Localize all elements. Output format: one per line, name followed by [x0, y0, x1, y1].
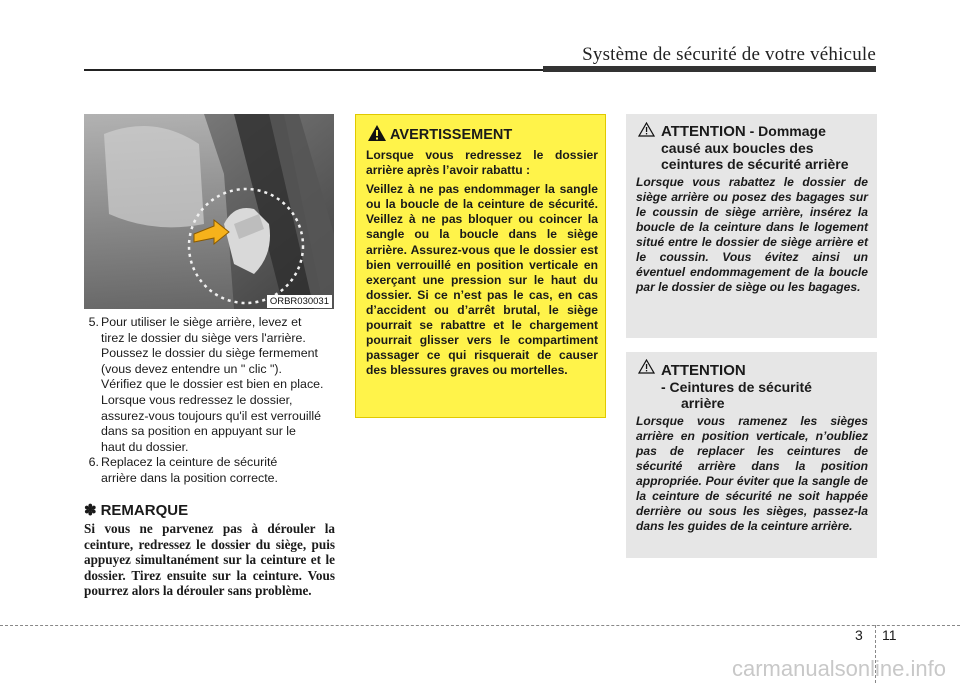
asterisk-icon: ✽	[84, 502, 97, 519]
step-line: Lorsque vous redressez le dossier,	[101, 392, 293, 407]
step-number: 5.	[88, 315, 99, 329]
attention-title	[661, 362, 812, 411]
step-6	[74, 455, 336, 486]
instruction-steps	[74, 315, 336, 487]
warning-paragraph: Veillez à ne pas endommager la sangle ou la boucle de la ceinture de sécurité. Veillez à ne pas bloquer ou coincer la sangle ou la boucle dans le siège arrière. Assurez-vous que le dossier est bien verrouillé en position verticale en exerçant une pression sur le haut du dossier. Si ce n’est pas le cas, en cas d’accident ou d’arrêt brutal, le siège pourrait se rabattre et le chargement pourrait glisser vers le compartiment passager ce qui risquerait de causer des blessures graves ou mortelles.	[366, 182, 598, 378]
attention-subject-line: arrière	[681, 395, 725, 411]
attention-label: ATTENTION	[661, 123, 746, 140]
warning-box	[355, 114, 606, 418]
attention-text: Lorsque vous rabattez le dossier de siège arrière ou posez des bagages sur le coussin de siège arrière, insérez la boucle de la ceinture dans le logement situé entre le dossier de siège arrière et le coussin. Vous évitez ainsi un éventuel endommagement de la boucle par le dossier de siège ou les bagages.	[636, 175, 868, 294]
footer-rule	[0, 625, 960, 626]
attention-text: Lorsque vous ramenez les sièges arrière en position verticale, n’oubliez pas de replacer les ceintures de sécurité arrière dans la position appropriée. Pour éviter que la sangle de la ceinture de sécurité ne soit happée derrière ou sous les sièges, passez-la dans les guides de la ceinture arrière.	[636, 414, 868, 533]
step-line: (vous devez entendre un " clic ").	[101, 361, 282, 376]
step-line: Poussez le dossier du siège fermement	[101, 346, 318, 361]
figure-code: ORBR030031	[267, 295, 332, 308]
step-line: haut du dossier.	[101, 439, 189, 454]
step-line: assurez-vous toujours qu'il est verrouillé	[101, 408, 321, 423]
warning-triangle-icon	[368, 125, 386, 141]
step-line: tirez le dossier du siège vers l'arrière.	[101, 330, 306, 345]
attention-title	[661, 123, 849, 172]
attention-subject-line: - Ceintures de sécurité	[661, 379, 812, 395]
attention-subject: Dommage	[758, 123, 826, 139]
warning-paragraph: Lorsque vous redressez le dossier arrière après l’avoir rabattu :	[366, 148, 598, 178]
attention-subject-line: ceintures de sécurité arrière	[661, 156, 849, 172]
caution-triangle-icon	[638, 359, 655, 374]
page-number: 11	[882, 627, 897, 643]
header-rule-accent	[543, 66, 876, 72]
step-line: Pour utiliser le siège arrière, levez et	[101, 315, 302, 329]
seat-release-photo	[84, 114, 334, 309]
attention-sep: -	[745, 123, 759, 139]
remarque-text: Si vous ne parvenez pas à dérouler la ceinture, redressez le dossier du siège, puis appuyez simultanément sur la ceinture et le dossier. Tirez ensuite sur la ceinture. Vous pourrez alors la dérouler sans problème.	[84, 521, 335, 598]
step-number: 6.	[88, 455, 99, 470]
attention-box-belts	[626, 352, 877, 558]
remarque-heading	[84, 501, 188, 519]
attention-box-buckles	[626, 114, 877, 338]
remarque-title: REMARQUE	[100, 502, 189, 519]
step-line: Vérifiez que le dossier est bien en place.	[101, 377, 324, 392]
step-line: arrière dans la position correcte.	[101, 470, 278, 485]
warning-text	[366, 148, 598, 382]
step-5	[74, 315, 336, 455]
step-line: dans sa position en appuyant sur le	[101, 424, 296, 439]
warning-title: AVERTISSEMENT	[390, 127, 513, 143]
page-header-title: Système de sécurité de votre véhicule	[582, 44, 876, 65]
caution-triangle-icon	[638, 122, 655, 137]
attention-subject-line: causé aux boucles des	[661, 140, 814, 156]
step-line: Replacez la ceinture de sécurité	[101, 455, 278, 470]
attention-label: ATTENTION	[661, 362, 746, 379]
chapter-number: 3	[855, 627, 863, 643]
watermark: carmanualsonline.info	[731, 656, 946, 681]
